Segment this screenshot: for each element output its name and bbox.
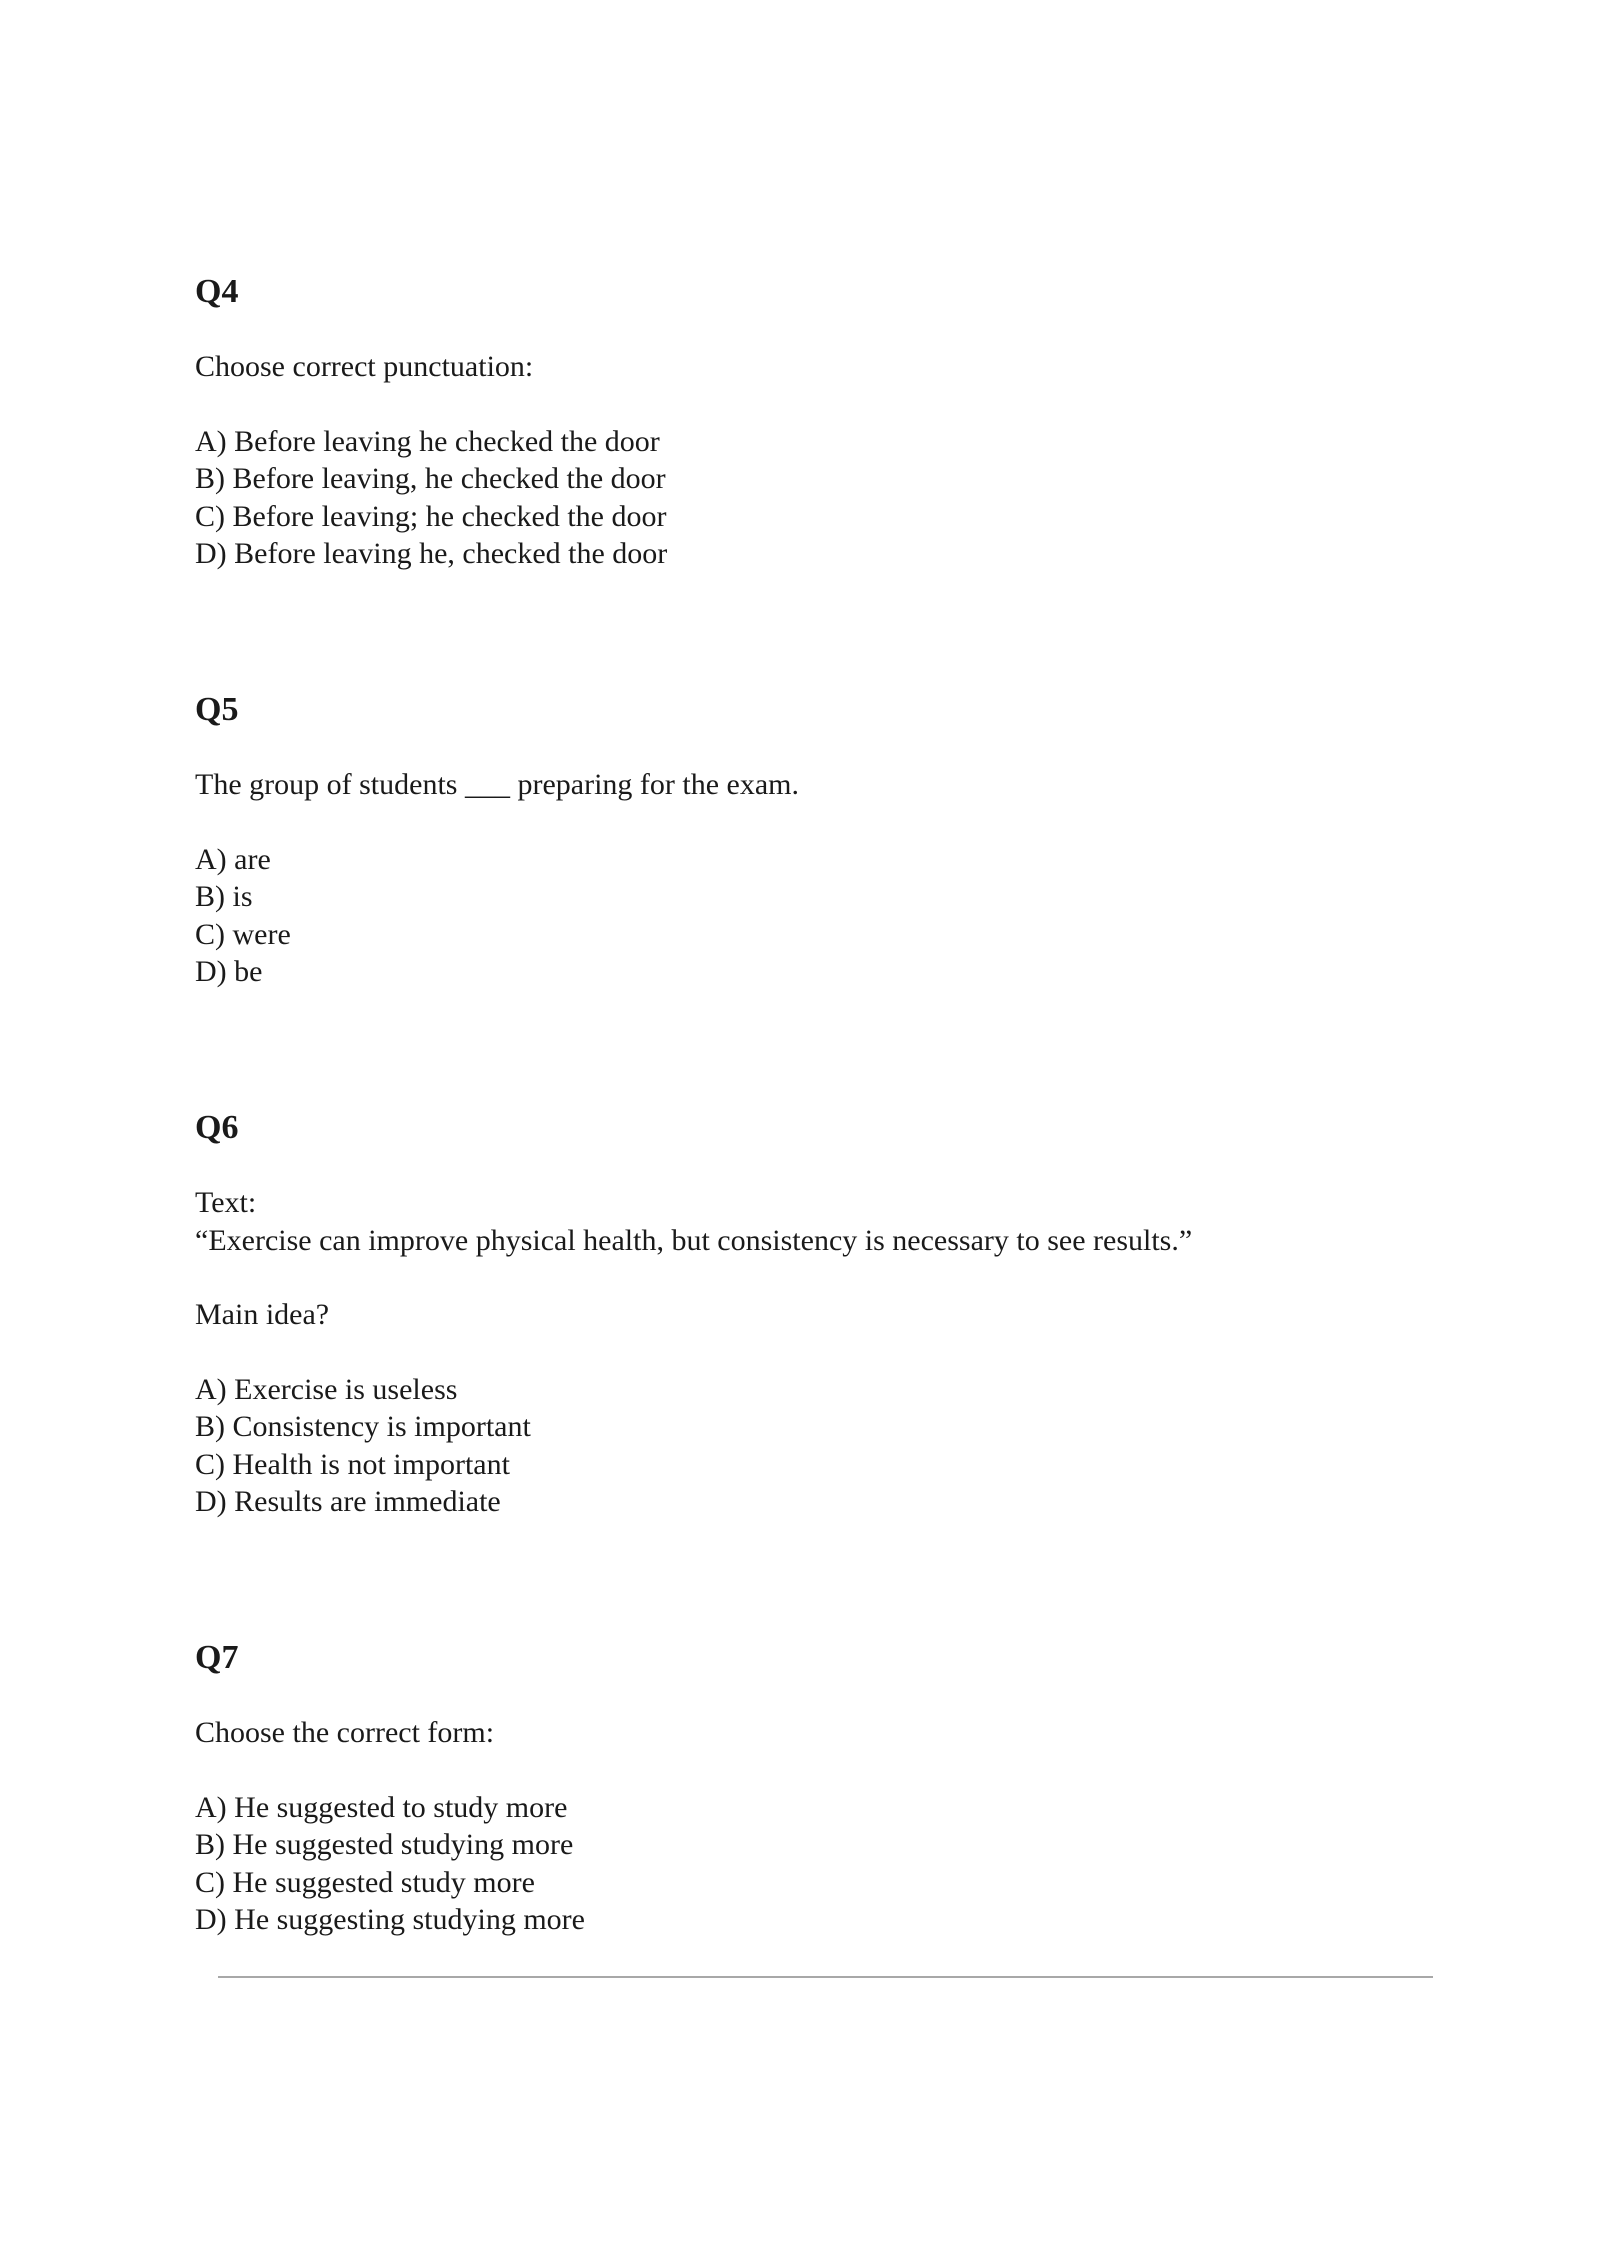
text-label: Text: <box>195 1186 257 1219</box>
option-b: B) Before leaving, he checked the door <box>195 462 666 495</box>
option-b: B) is <box>195 880 253 913</box>
option-a: A) Exercise is useless <box>195 1372 458 1406</box>
option-a: A) are <box>195 842 271 876</box>
question-label: Q6 <box>195 1109 239 1146</box>
question-q5 <box>195 690 1445 991</box>
answer-options <box>195 1371 1445 1521</box>
option-c: C) He suggested study more <box>195 1865 535 1899</box>
option-c: C) Before leaving; he checked the door <box>195 499 667 533</box>
question-q7 <box>195 1638 1445 1939</box>
question-label: Q7 <box>195 1639 239 1676</box>
question-q6 <box>195 1108 1445 1521</box>
option-a: A) Before leaving he checked the door <box>195 424 660 458</box>
answer-options <box>195 1789 1445 1939</box>
option-d: D) Results are immediate <box>195 1485 501 1518</box>
question-prompt: Main idea? <box>195 1298 330 1331</box>
option-a: A) He suggested to study more <box>195 1790 568 1824</box>
option-c: C) were <box>195 917 291 951</box>
option-b: B) He suggested studying more <box>195 1828 574 1861</box>
question-prompt: The group of students ___ preparing for the exam. <box>195 768 799 801</box>
question-label: Q4 <box>195 273 239 310</box>
question-label: Q5 <box>195 691 239 728</box>
answer-options <box>195 841 1445 991</box>
horizontal-divider <box>218 1976 1433 1978</box>
question-q4 <box>195 272 1445 573</box>
option-d: D) be <box>195 955 263 988</box>
question-prompt: Choose the correct form: <box>195 1716 495 1749</box>
option-d: D) He suggesting studying more <box>195 1903 585 1936</box>
option-d: D) Before leaving he, checked the door <box>195 537 668 570</box>
question-prompt: Choose correct punctuation: <box>195 350 534 383</box>
quoted-text: “Exercise can improve physical health, but consistency is necessary to see results.” <box>195 1223 1193 1257</box>
answer-options <box>195 423 1445 573</box>
option-b: B) Consistency is important <box>195 1410 531 1443</box>
option-c: C) Health is not important <box>195 1447 510 1481</box>
